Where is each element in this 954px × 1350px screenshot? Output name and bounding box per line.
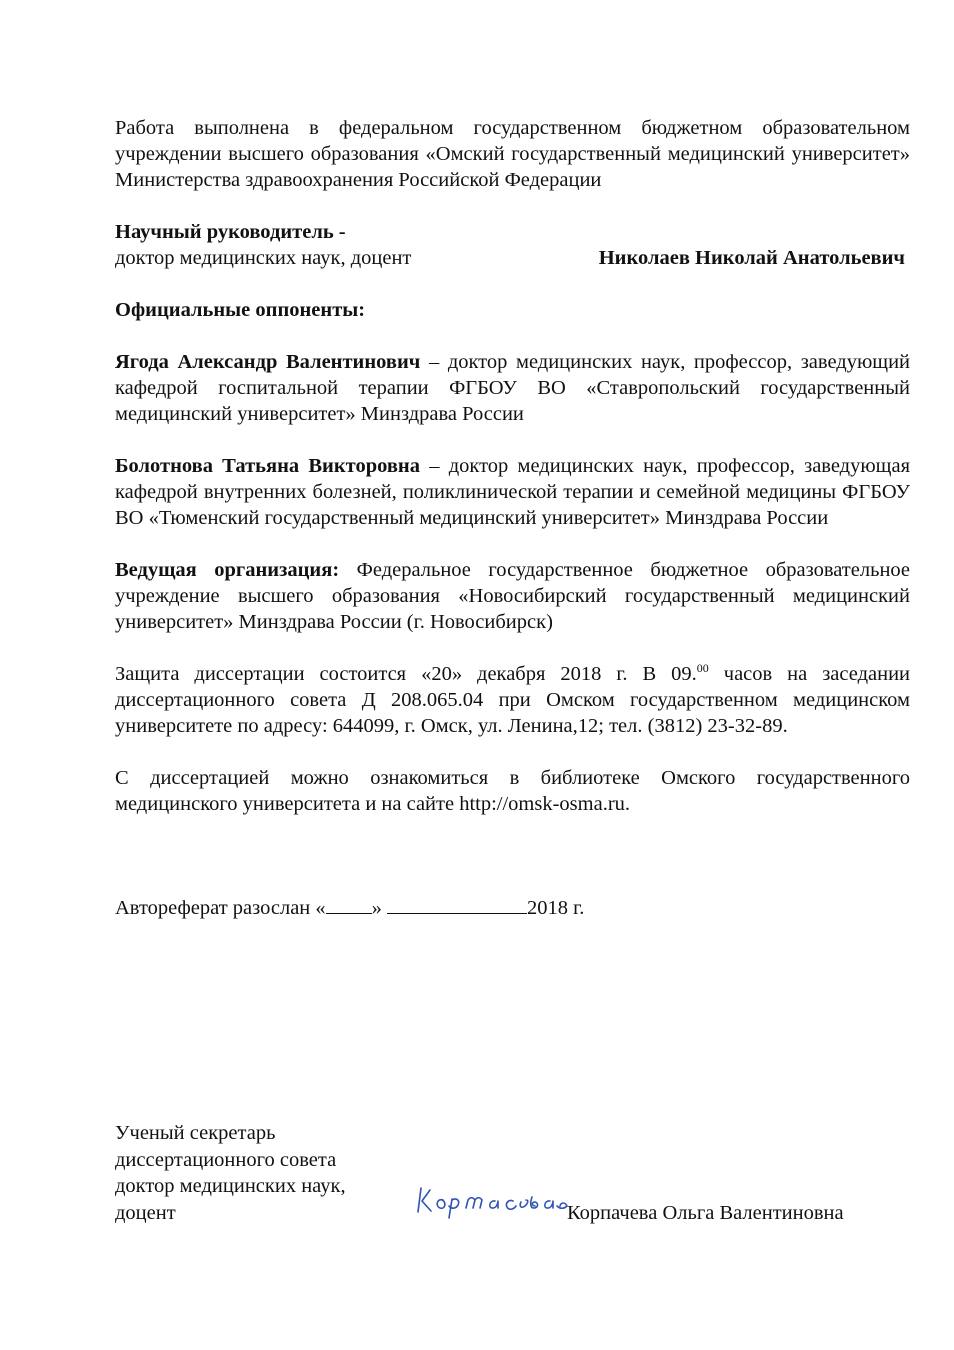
supervisor-heading: Научный руководитель - <box>115 221 346 243</box>
secretary-line-2: диссертационного совета <box>115 1148 337 1171</box>
secretary-line-1: Ученый секретарь <box>115 1122 276 1144</box>
intro-paragraph: Работа выполнена в федеральном государственном бюджетном образовательном учреждении высшего образования «Омский государственный медицинский университет» Министерства здравоохранения Российской Федерации <box>115 117 910 191</box>
secretary-signature-row <box>115 1200 910 1227</box>
supervisor-name: Николаев Николай Анатольевич <box>598 247 905 269</box>
opponent-2-name: Болотнова Татьяна Викторовна <box>115 455 420 477</box>
supervisor-degree: доктор медицинских наук, доцент <box>115 247 412 269</box>
handwritten-signature <box>415 1182 573 1222</box>
opponent-1-name: Ягода Александр Валентинович <box>115 351 421 373</box>
day-blank <box>326 895 372 914</box>
lead-organization: Ведущая организация: Федеральное государственное бюджетное образовательное учреждение высшего образования «Новосибирский государственный медицинский университет» Минздрава России (г. Новосибирск) <box>115 559 911 633</box>
opponents-heading: Официальные оппоненты: <box>115 299 366 321</box>
month-blank <box>387 895 527 914</box>
secretary-block <box>115 1120 910 1226</box>
opponent-1: Ягода Александр Валентинович – доктор медицинских наук, профессор, заведующий кафедрой госпитальной терапии ФГБОУ ВО «Ставропольский государственный медицинский университет» Минздрава России <box>115 351 911 425</box>
supervisor-row <box>115 245 910 271</box>
mailing-line: Автореферат разослан « » 2018 г. <box>115 897 585 919</box>
library-paragraph: С диссертацией можно ознакомиться в библиотеке Омского государственного медицинского университета и на сайте http://omsk-osma.ru. <box>115 767 910 815</box>
secretary-name: Корпачева Ольга Валентиновна <box>567 1201 844 1224</box>
opponent-2: Болотнова Татьяна Викторовна – доктор медицинских наук, профессор, заведующая кафедрой внутренних болезней, поликлинической терапии и семейной медицины ФГБОУ ВО «Тюменский государственный медицинский университет» Минздрава России <box>115 455 910 529</box>
secretary-line-4: доцент <box>115 1201 176 1224</box>
document-page <box>115 115 910 921</box>
secretary-line-3: доктор медицинских наук, <box>115 1175 346 1197</box>
lead-organization-label: Ведущая организация: <box>115 559 340 581</box>
defense-paragraph: Защита диссертации состоится «20» декабря 2018 г. В 09.00 часов на заседании диссертационного совета Д 208.065.04 при Омском государственном медицинском университете по адресу: 644099, г. Омск, ул. Ленина,12; тел. (3812) 23-32-89. <box>115 661 911 737</box>
